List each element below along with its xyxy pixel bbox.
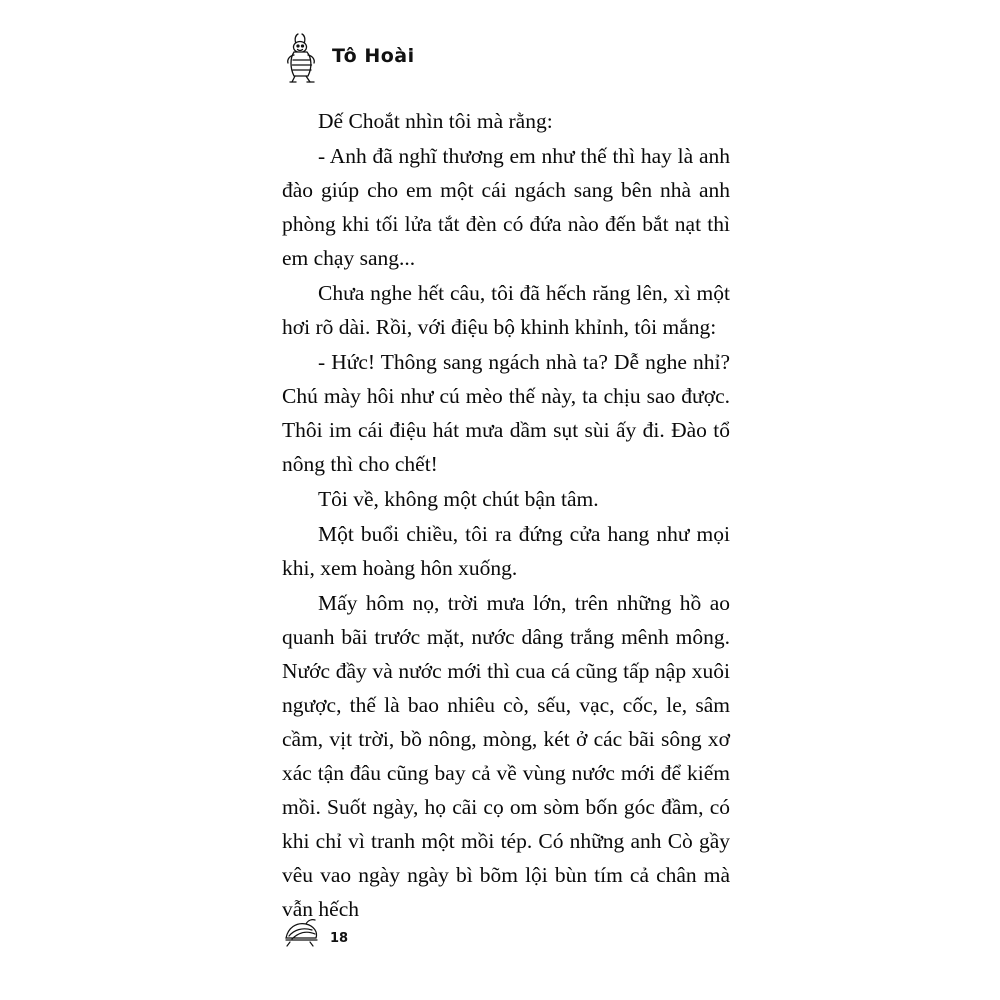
paragraph: Mấy hôm nọ, trời mưa lớn, trên những hồ ao quanh bãi trước mặt, nước dâng trắng mênh mông. Nước đầy và nước mới thì cua cá cũng tấp nập xuôi ngược, thế là bao nhiêu cò, sếu, vạc, cốc, le, sâm cầm, vịt trời, bồ nông, mòng, két ở các bãi sông xơ xác tận đâu cũng bay cả về vùng nước mới để kiếm mồi. Suốt ngày, họ cãi cọ om sòm bốn góc đầm, có khi chỉ vì tranh một mồi tép. Có những anh Cò gầy vêu vao ngày ngày bì bõm lội bùn tím cả chân mà vẫn hếch xyxy=(282,591,730,921)
paragraph: Dế Choắt nhìn tôi mà rằng: xyxy=(318,109,553,133)
paragraph: Một buổi chiều, tôi ra đứng cửa hang như mọi khi, xem hoàng hôn xuống. xyxy=(282,522,730,580)
cricket-footer-ornament-icon xyxy=(282,918,324,948)
page-footer xyxy=(282,918,348,948)
paragraph: Tôi về, không một chút bận tâm. xyxy=(318,487,599,511)
page-body xyxy=(282,104,730,927)
paragraph: - Hức! Thông sang ngách nhà ta? Dễ nghe nhỉ? Chú mày hôi như cú mèo thế này, ta chịu sao được. Thôi im cái điệu hát mưa dầm sụt sùi ấy đi. Đào tổ nông thì cho chết! xyxy=(282,350,730,476)
paragraph: - Anh đã nghĩ thương em như thế thì hay là anh đào giúp cho em một cái ngách sang bên nhà anh phòng khi tối lửa tắt đèn có đứa nào đến bắt nạt thì em chạy sang... xyxy=(282,144,730,270)
page-number: 18 xyxy=(330,931,349,946)
author-name: Tô Hoài xyxy=(332,45,415,67)
page-header xyxy=(282,32,415,84)
paragraph: Chưa nghe hết câu, tôi đã hếch răng lên, xì một hơi rõ dài. Rồi, với điệu bộ khinh khỉnh, tôi mắng: xyxy=(282,281,730,339)
cricket-character-icon xyxy=(282,32,322,84)
